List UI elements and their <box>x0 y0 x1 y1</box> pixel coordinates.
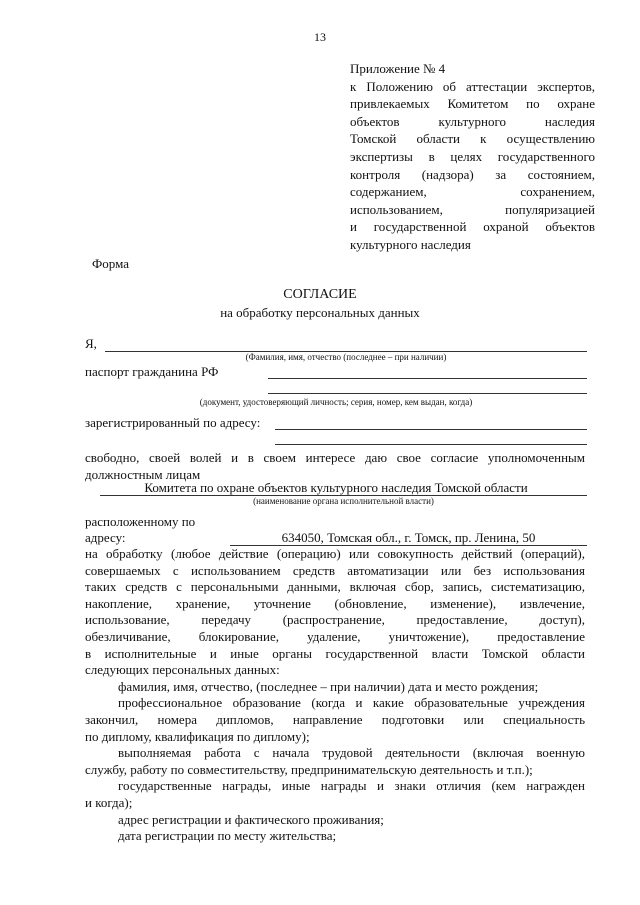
organization-address: 634050, Томская обл., г. Томск, пр. Ленина, 50 <box>281 530 536 545</box>
data-item-continued: по диплому, квалификация по диплому); <box>85 728 310 744</box>
body-line: таких средств с персональными данными, включая сбор, запись, систематизацию, <box>85 579 585 595</box>
located-address-label: адресу: <box>85 530 126 545</box>
body-line: следующих персональных данных: <box>85 662 280 678</box>
fio-caption: (Фамилия, имя, отчество (последнее – при наличии) <box>245 352 447 362</box>
body-line: накопление, хранение, уточнение (обновление, изменение), извлечение, <box>85 595 585 611</box>
organization-caption: (наименование органа исполнительной власти) <box>253 496 434 506</box>
address-label: зарегистрированный по адресу: <box>85 415 261 430</box>
data-item: государственные награды, иные награды и знаки отличия (кем награжден <box>118 778 585 794</box>
organization-name: Комитета по охране объектов культурного наследия Томской области <box>144 480 528 495</box>
document-subtitle: на обработку персональных данных <box>220 305 420 320</box>
body-line: в исполнительные и иные органы государственной власти Томской области <box>85 645 585 661</box>
data-item: выполняемая работа с начала трудовой деятельности (включая военную <box>118 745 585 761</box>
page-number: 13 <box>314 30 326 44</box>
appendix-line: Томской области к осуществлению <box>350 131 595 147</box>
data-item: профессиональное образование (когда и какие образовательные учреждения <box>118 695 585 711</box>
consent-text <box>85 450 585 483</box>
appendix-line: содержанием, сохранением, <box>350 184 595 200</box>
appendix-line: культурного наследия <box>350 236 471 252</box>
appendix-line: использованием, популяризацией <box>350 201 595 217</box>
located-label: расположенному по <box>85 514 196 529</box>
passport-line-1[interactable] <box>268 378 587 379</box>
appendix-note <box>350 60 595 254</box>
passport-caption: (документ, удостоверяющий личность; серия, номер, кем выдан, когда) <box>199 397 473 407</box>
address-line-2[interactable] <box>275 444 587 445</box>
consent-line: должностным лицам <box>85 466 201 482</box>
appendix-line: привлекаемых Комитетом по охране <box>350 96 595 112</box>
consent-line: свободно, своей волей и в своем интересе даю свое согласие уполномоченным <box>85 450 585 465</box>
body-line: совершаемых с использованием средств автоматизации или без использования <box>85 562 585 578</box>
data-item: дата регистрации по месту жительства; <box>118 828 337 844</box>
body-line: на обработку (любое действие (операцию) или совокупность действий (операций), <box>85 546 585 561</box>
appendix-line: контроля (надзора) за состоянием, <box>350 166 595 182</box>
data-item-continued: закончил, номера дипломов, направление подготовки или специальность <box>85 711 585 727</box>
data-item: адрес регистрации и фактического проживания; <box>118 811 384 827</box>
document-title: СОГЛАСИЕ <box>283 287 357 302</box>
body-line: обезличивание, блокирование, удаление, уничтожение), предоставление <box>85 628 585 644</box>
appendix-line: объектов культурного наследия <box>350 113 595 129</box>
body-line: использование, передачу (распространение, предоставление, доступ), <box>85 612 585 628</box>
processing-paragraph <box>85 546 585 845</box>
appendix-title: Приложение № 4 <box>350 61 446 76</box>
form-label: Форма <box>92 256 129 271</box>
data-item-continued: и когда); <box>85 794 133 810</box>
ya-label: Я, <box>85 336 97 351</box>
address-line-1[interactable] <box>275 429 587 430</box>
data-item-continued: службу, работу по совместительству, предпринимательскую деятельность и т.п.); <box>85 761 533 777</box>
passport-label: паспорт гражданина РФ <box>85 364 219 379</box>
appendix-line: и государственной охраной объектов <box>350 219 595 235</box>
passport-line-2[interactable] <box>268 393 587 394</box>
data-item: фамилия, имя, отчество, (последнее – при наличии) дата и место рождения; <box>118 678 539 694</box>
appendix-line: экспертизы в целях государственного <box>350 148 595 164</box>
appendix-line: к Положению об аттестации экспертов, <box>350 78 595 94</box>
